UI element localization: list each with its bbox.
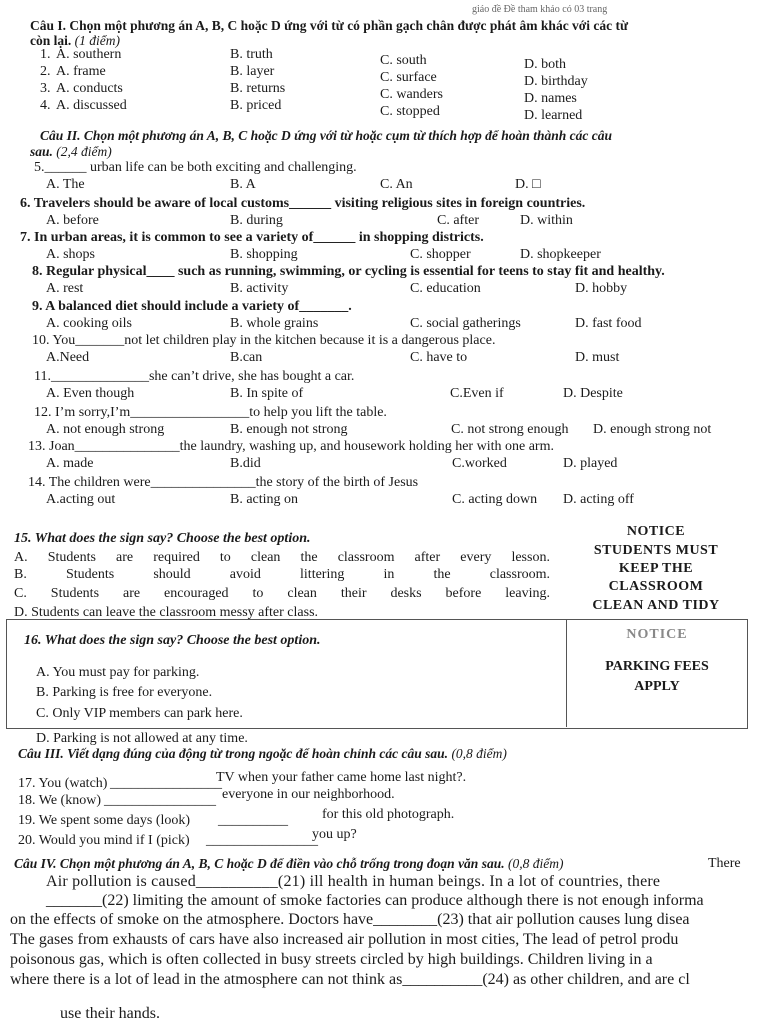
header-note: giáo đề Đề tham khảo có 03 trang (472, 4, 608, 15)
question-1-option-d: D. both (524, 57, 566, 72)
q15-word: desks (390, 586, 422, 601)
q15-stem: 15. What does the sign say? Choose the best option. (14, 531, 311, 546)
question-17-answer-blank[interactable]: ________________ (110, 776, 222, 791)
question-10-stem: 10. You_______not let children play in the kitchen because it is a dangerous place. (32, 333, 496, 348)
question-11-option-b: B. In spite of (230, 386, 304, 401)
notice-line: STUDENTS MUST (593, 543, 719, 558)
question-8-option-b: B. activity (230, 281, 289, 296)
question-11-option-a: A. Even though (46, 386, 135, 401)
question-12-option-b: B. enough not strong (230, 422, 348, 437)
section2-title (40, 128, 612, 144)
question-20-rest: you up? (312, 827, 357, 842)
question-12-option-c: C. not strong enough (451, 422, 569, 437)
question-14-option-c: C. acting down (452, 492, 538, 507)
question-10-option-a: A.Need (46, 350, 90, 365)
q15-word: before (445, 586, 482, 601)
question-6-stem: 6. Travelers should be aware of local customs______ visiting religious sites in foreign countries. (20, 196, 586, 211)
q15-word: clean (287, 586, 317, 601)
question-9-stem: 9. A balanced diet should include a variety of_______. (32, 299, 352, 314)
question-3-option-c: C. wanders (380, 87, 443, 102)
question-19-answer-blank[interactable]: __________ (218, 813, 288, 828)
question-5-option-b: B. A (230, 177, 256, 192)
q15-word: encouraged (164, 586, 229, 601)
question-12-option-d: D. enough strong not (593, 422, 712, 437)
question-3-option-d: D. names (524, 91, 577, 106)
question-11-option-c: C.Even if (450, 386, 504, 401)
q15-word: in (383, 567, 395, 582)
q15-option-a (14, 550, 550, 566)
notice-line: KEEP THE (618, 561, 694, 576)
question-2-option-d: D. birthday (524, 74, 588, 89)
section1-title (30, 18, 628, 34)
passage-line: on the effects of smoke on the atmosphere. Doctors have________(23) that air pollution causes lung disea (10, 911, 690, 928)
q16-option-b: B. Parking is free for everyone. (36, 685, 213, 700)
q15-word: A. (14, 550, 28, 565)
q15-word: Students (47, 550, 96, 565)
q15-word: littering (300, 567, 345, 582)
q15-word: B. (14, 567, 27, 582)
question-6-option-c: C. after (437, 213, 479, 228)
question-12-stem: 12. I’m sorry,I’m_________________to help you lift the table. (34, 405, 387, 420)
q15-word: to (252, 586, 264, 601)
q15-option-b (14, 567, 550, 583)
section2-title-text: Câu II. Chọn một phương án A, B, C hoặc D ứng với từ hoặc cụm từ thích hợp để hoàn thành các câu (40, 128, 612, 143)
question-13-option-b: B.did (230, 456, 261, 471)
question-4-option-b: B. priced (230, 98, 282, 113)
question-8-option-a: A. rest (46, 281, 84, 296)
question-8-option-c: C. education (410, 281, 481, 296)
q15-word: should (153, 567, 191, 582)
q15-word: Students (65, 567, 115, 582)
q15-word: clean (250, 550, 281, 565)
question-3-option-a: 3. (40, 81, 51, 96)
question-6-option-b: B. during (230, 213, 283, 228)
question-7-option-c: C. shopper (410, 247, 471, 262)
q16-notice-sign (566, 619, 747, 727)
passage-line: where there is a lot of lead in the atmosphere can not think as__________(24) as other children, and are cl (10, 971, 690, 988)
question-19-prompt: 19. We spent some days (look) (18, 813, 191, 828)
notice-line: CLEAN AND TIDY (592, 598, 720, 613)
question-8-option-d: D. hobby (575, 281, 628, 296)
question-2-option-c: C. surface (380, 70, 437, 85)
question-14-option-a: A.acting out (46, 492, 116, 507)
question-17-prompt: 17. You (watch) (18, 776, 108, 791)
passage-line: Air pollution is caused__________(21) ill health in human beings. In a lot of countries, there (46, 873, 661, 890)
question-6-option-a: A. before (46, 213, 99, 228)
section4-title (14, 856, 563, 872)
question-13-option-c: C.worked (452, 456, 507, 471)
section2-title-text2: sau. (30, 144, 53, 159)
question-4-option-a: 4. (40, 98, 51, 113)
question-2-option-a: 2. (40, 64, 51, 79)
question-1-option-a-text: A. southern (56, 47, 122, 62)
question-13-option-d: D. played (563, 456, 618, 471)
q15-word: lesson. (511, 550, 550, 565)
notice-line: NOTICE (626, 627, 688, 642)
question-10-option-c: C. have to (410, 350, 468, 365)
section4-points: (0,8 điểm) (507, 856, 564, 871)
section2-title-line2 (30, 144, 112, 160)
question-6-option-d: D. within (520, 213, 573, 228)
question-5-option-a: A. The (46, 177, 85, 192)
q16-option-c: C. Only VIP members can park here. (36, 706, 243, 721)
notice-line: APPLY (634, 679, 680, 694)
notice-line: CLASSROOM (608, 579, 704, 594)
question-18-prompt: 18. We (know) (18, 793, 101, 808)
question-5-stem: 5.______ urban life can be both exciting and challenging. (34, 160, 357, 175)
passage-line: use their hands. (60, 1005, 160, 1022)
section4-title-text: Câu IV. Chọn một phương án A, B, C hoặc D để điền vào chỗ trống trong đoạn văn sau. (14, 856, 505, 871)
q15-option-d: D. Students can leave the classroom messy after class. (14, 605, 319, 620)
section3-title-text: Câu III. Viết dạng đúng của động từ trong ngoặc để hoàn chỉnh các câu sau. (18, 746, 449, 761)
passage-line: There (708, 856, 741, 871)
question-14-option-d: D. acting off (563, 492, 634, 507)
question-9-option-a: A. cooking oils (46, 316, 132, 331)
q15-word: leaving. (505, 586, 550, 601)
passage-line: The gases from exhausts of cars have also increased air pollution in most cities, The lead of petrol produ (10, 931, 679, 948)
question-18-answer-blank[interactable]: ________________ (104, 793, 216, 808)
q15-word: after (414, 550, 441, 565)
question-14-stem: 14. The children were_______________the story of the birth of Jesus (28, 475, 419, 490)
question-1-option-b: B. truth (230, 47, 273, 62)
q15-word: classroom (337, 550, 395, 565)
question-4-option-a-text: A. discussed (56, 98, 127, 113)
question-20-answer-blank[interactable]: ________________ (206, 833, 318, 848)
q15-word: their (340, 586, 367, 601)
question-8-stem: 8. Regular physical____ such as running, swimming, or cycling is essential for teens to stay fit and healthy. (32, 264, 665, 279)
question-2-option-a-text: A. frame (56, 64, 106, 79)
question-10-option-d: D. must (575, 350, 620, 365)
passage-line: poisonous gas, which is often collected in busy streets circled by high buildings. Children living in a (10, 951, 653, 968)
question-3-option-b: B. returns (230, 81, 286, 96)
question-14-option-b: B. acting on (230, 492, 299, 507)
q15-word: are (116, 550, 134, 565)
question-1-option-a: 1. (40, 47, 51, 62)
question-1-option-c: C. south (380, 53, 427, 68)
section3-points: (0,8 điểm) (451, 746, 507, 761)
notice-line: NOTICE (626, 524, 686, 539)
question-10-option-b: B.can (230, 350, 263, 365)
question-13-stem: 13. Joan_______________the laundry, washing up, and housework holding her with one arm. (28, 439, 554, 454)
question-19-rest: for this old photograph. (322, 807, 455, 822)
q16-option-a: A. You must pay for parking. (36, 665, 200, 680)
question-9-option-d: D. fast food (575, 316, 642, 331)
section1-title-text2: còn lại. (30, 33, 72, 48)
q15-word: the (300, 550, 318, 565)
section1-title-text: Câu I. Chọn một phương án A, B, C hoặc D ứng với từ có phần gạch chân được phát âm khác với các từ (30, 18, 629, 33)
question-4-option-d: D. learned (524, 108, 583, 123)
q16-stem: 16. What does the sign say? Choose the best option. (24, 633, 321, 648)
q15-word: classroom. (489, 567, 550, 582)
q15-word: to (219, 550, 231, 565)
question-20-prompt: 20. Would you mind if I (pick) (18, 833, 190, 848)
section2-points: (2,4 điểm) (56, 144, 112, 159)
question-9-option-b: B. whole grains (230, 316, 319, 331)
question-18-rest: everyone in our neighborhood. (222, 787, 395, 802)
question-11-stem: 11.______________she can’t drive, she has bought a car. (34, 369, 355, 384)
q15-word: the (433, 567, 451, 582)
section1-points: (1 điểm) (74, 33, 120, 48)
question-3-option-a-text: A. conducts (56, 81, 123, 96)
question-7-stem: 7. In urban areas, it is common to see a variety of______ in shopping districts. (20, 230, 484, 245)
q16-option-d: D. Parking is not allowed at any time. (36, 731, 248, 746)
question-5-option-c: C. An (380, 177, 413, 192)
question-13-option-a: A. made (46, 456, 94, 471)
question-5-option-d: D. □ (515, 177, 541, 192)
notice-line: PARKING FEES (605, 659, 709, 674)
q15-word: C. (14, 586, 27, 601)
section3-title (18, 746, 507, 762)
q15-notice-sign (566, 522, 746, 618)
passage-line: _______(22) limiting the amount of smoke factories can produce although there is not enough informa (46, 892, 704, 909)
question-4-option-c: C. stopped (380, 104, 440, 119)
question-7-option-d: D. shopkeeper (520, 247, 601, 262)
q15-word: are (122, 586, 141, 601)
q15-word: required (153, 550, 200, 565)
q15-word: every (460, 550, 492, 565)
q15-word: avoid (229, 567, 261, 582)
question-9-option-c: C. social gatherings (410, 316, 521, 331)
question-12-option-a: A. not enough strong (46, 422, 165, 437)
question-7-option-b: B. shopping (230, 247, 298, 262)
question-17-rest: TV when your father came home last night?. (216, 770, 467, 785)
question-2-option-b: B. layer (230, 64, 275, 79)
q15-option-c (14, 586, 550, 602)
question-7-option-a: A. shops (46, 247, 96, 262)
question-11-option-d: D. Despite (563, 386, 623, 401)
q15-word: Students (50, 586, 100, 601)
